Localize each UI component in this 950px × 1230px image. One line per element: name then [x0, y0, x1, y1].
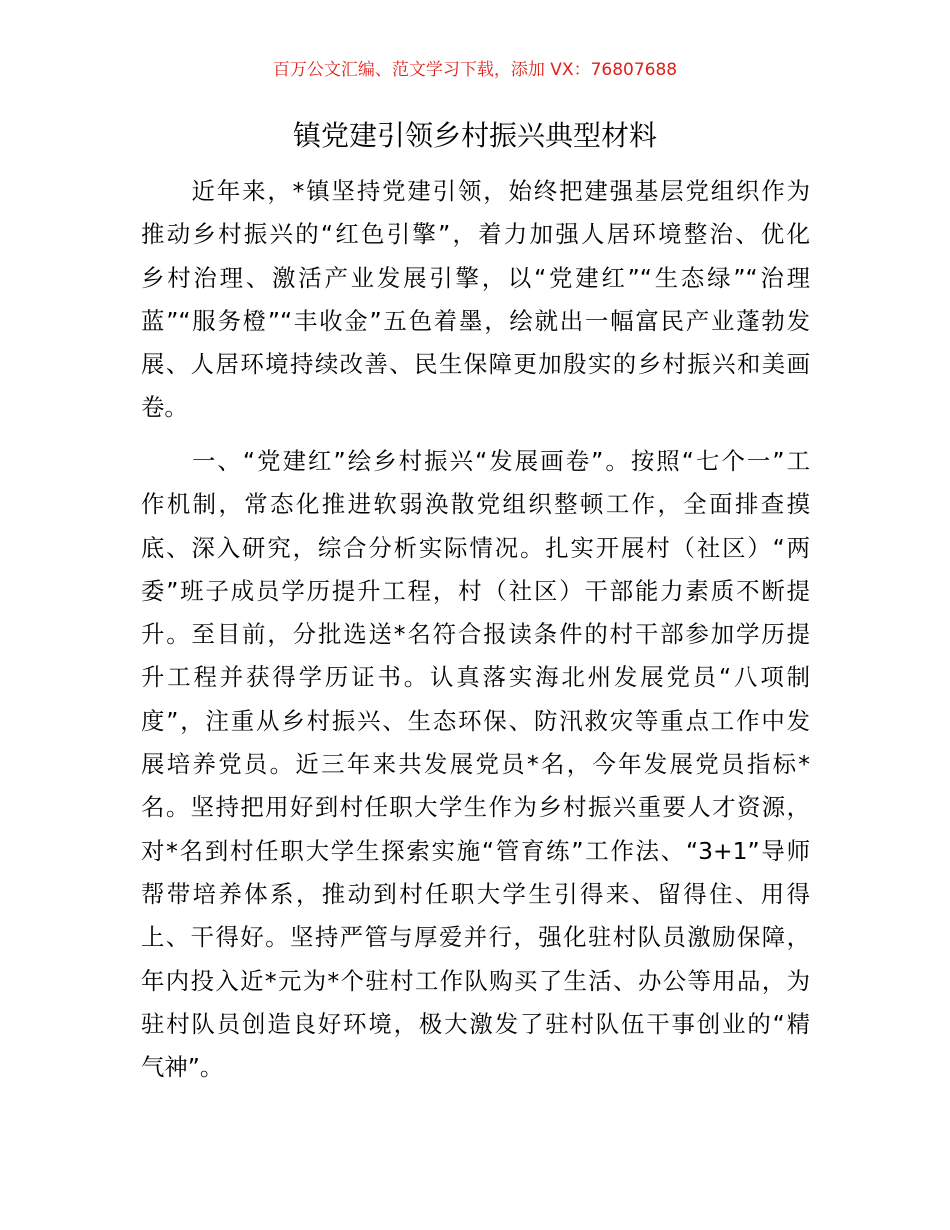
paragraph-line: 作机制，常态化推进软弱涣散党组织整顿工作，全面排查摸 — [141, 490, 810, 519]
paragraph-line: 上、干得好。坚持严管与厚爱并行，强化驻村队员激励保障， — [141, 923, 810, 952]
paragraph-line: 对*名到村任职大学生探索实施“管育练”工作法、“3+1”导师 — [141, 836, 810, 865]
paragraph-line: 名。坚持把用好到村任职大学生作为乡村振兴重要人才资源， — [141, 793, 810, 822]
paragraph-line: 驻村队员创造良好环境，极大激发了驻村队伍干事创业的“精 — [141, 1009, 810, 1038]
header-banner: 百万公文汇编、范文学习下载，添加 VX：76807688 — [272, 60, 678, 80]
paragraph-line: 升工程并获得学历证书。认真落实海北州发展党员“八项制 — [141, 663, 810, 692]
paragraph-line: 升。至目前，分批选送*名符合报读条件的村干部参加学历提 — [141, 620, 810, 649]
paragraph-line: 展培养党员。近三年来共发展党员*名，今年发展党员指标* — [141, 750, 810, 779]
paragraph-line: 委”班子成员学历提升工程，村（社区）干部能力素质不断提 — [141, 576, 810, 605]
paragraph-line: 年内投入近*元为*个驻村工作队购买了生活、办公等用品，为 — [141, 966, 810, 995]
paragraph-line: 乡村治理、激活产业发展引擎，以“党建红”“生态绿”“治理 — [141, 263, 810, 292]
paragraph-line: 推动乡村振兴的“红色引擎”，着力加强人居环境整治、优化 — [141, 220, 810, 249]
paragraph-line: 卷。 — [141, 393, 188, 422]
document-title: 镇党建引领乡村振兴典型材料 — [292, 119, 657, 152]
paragraph-line: 展、人居环境持续改善、民生保障更加殷实的乡村振兴和美画 — [141, 350, 810, 379]
paragraph-line: 蓝”“服务橙”“丰收金”五色着墨，绘就出一幅富民产业蓬勃发 — [141, 306, 810, 335]
paragraph-intro — [141, 170, 810, 430]
paragraph-line: 帮带培养体系，推动到村任职大学生引得来、留得住、用得 — [141, 879, 810, 908]
paragraph-line: 一、“党建红”绘乡村振兴“发展画卷”。按照“七个一”工 — [141, 447, 810, 475]
paragraph-line: 近年来，*镇坚持党建引领，始终把建强基层党组织作为 — [141, 177, 810, 205]
paragraph-line: 气神”。 — [141, 1053, 224, 1082]
paragraph-line: 度”，注重从乡村振兴、生态环保、防汛救灾等重点工作中发 — [141, 706, 810, 735]
paragraph-line: 底、深入研究，综合分析实际情况。扎实开展村（社区）“两 — [141, 533, 810, 562]
paragraph-section-1 — [141, 440, 810, 1089]
